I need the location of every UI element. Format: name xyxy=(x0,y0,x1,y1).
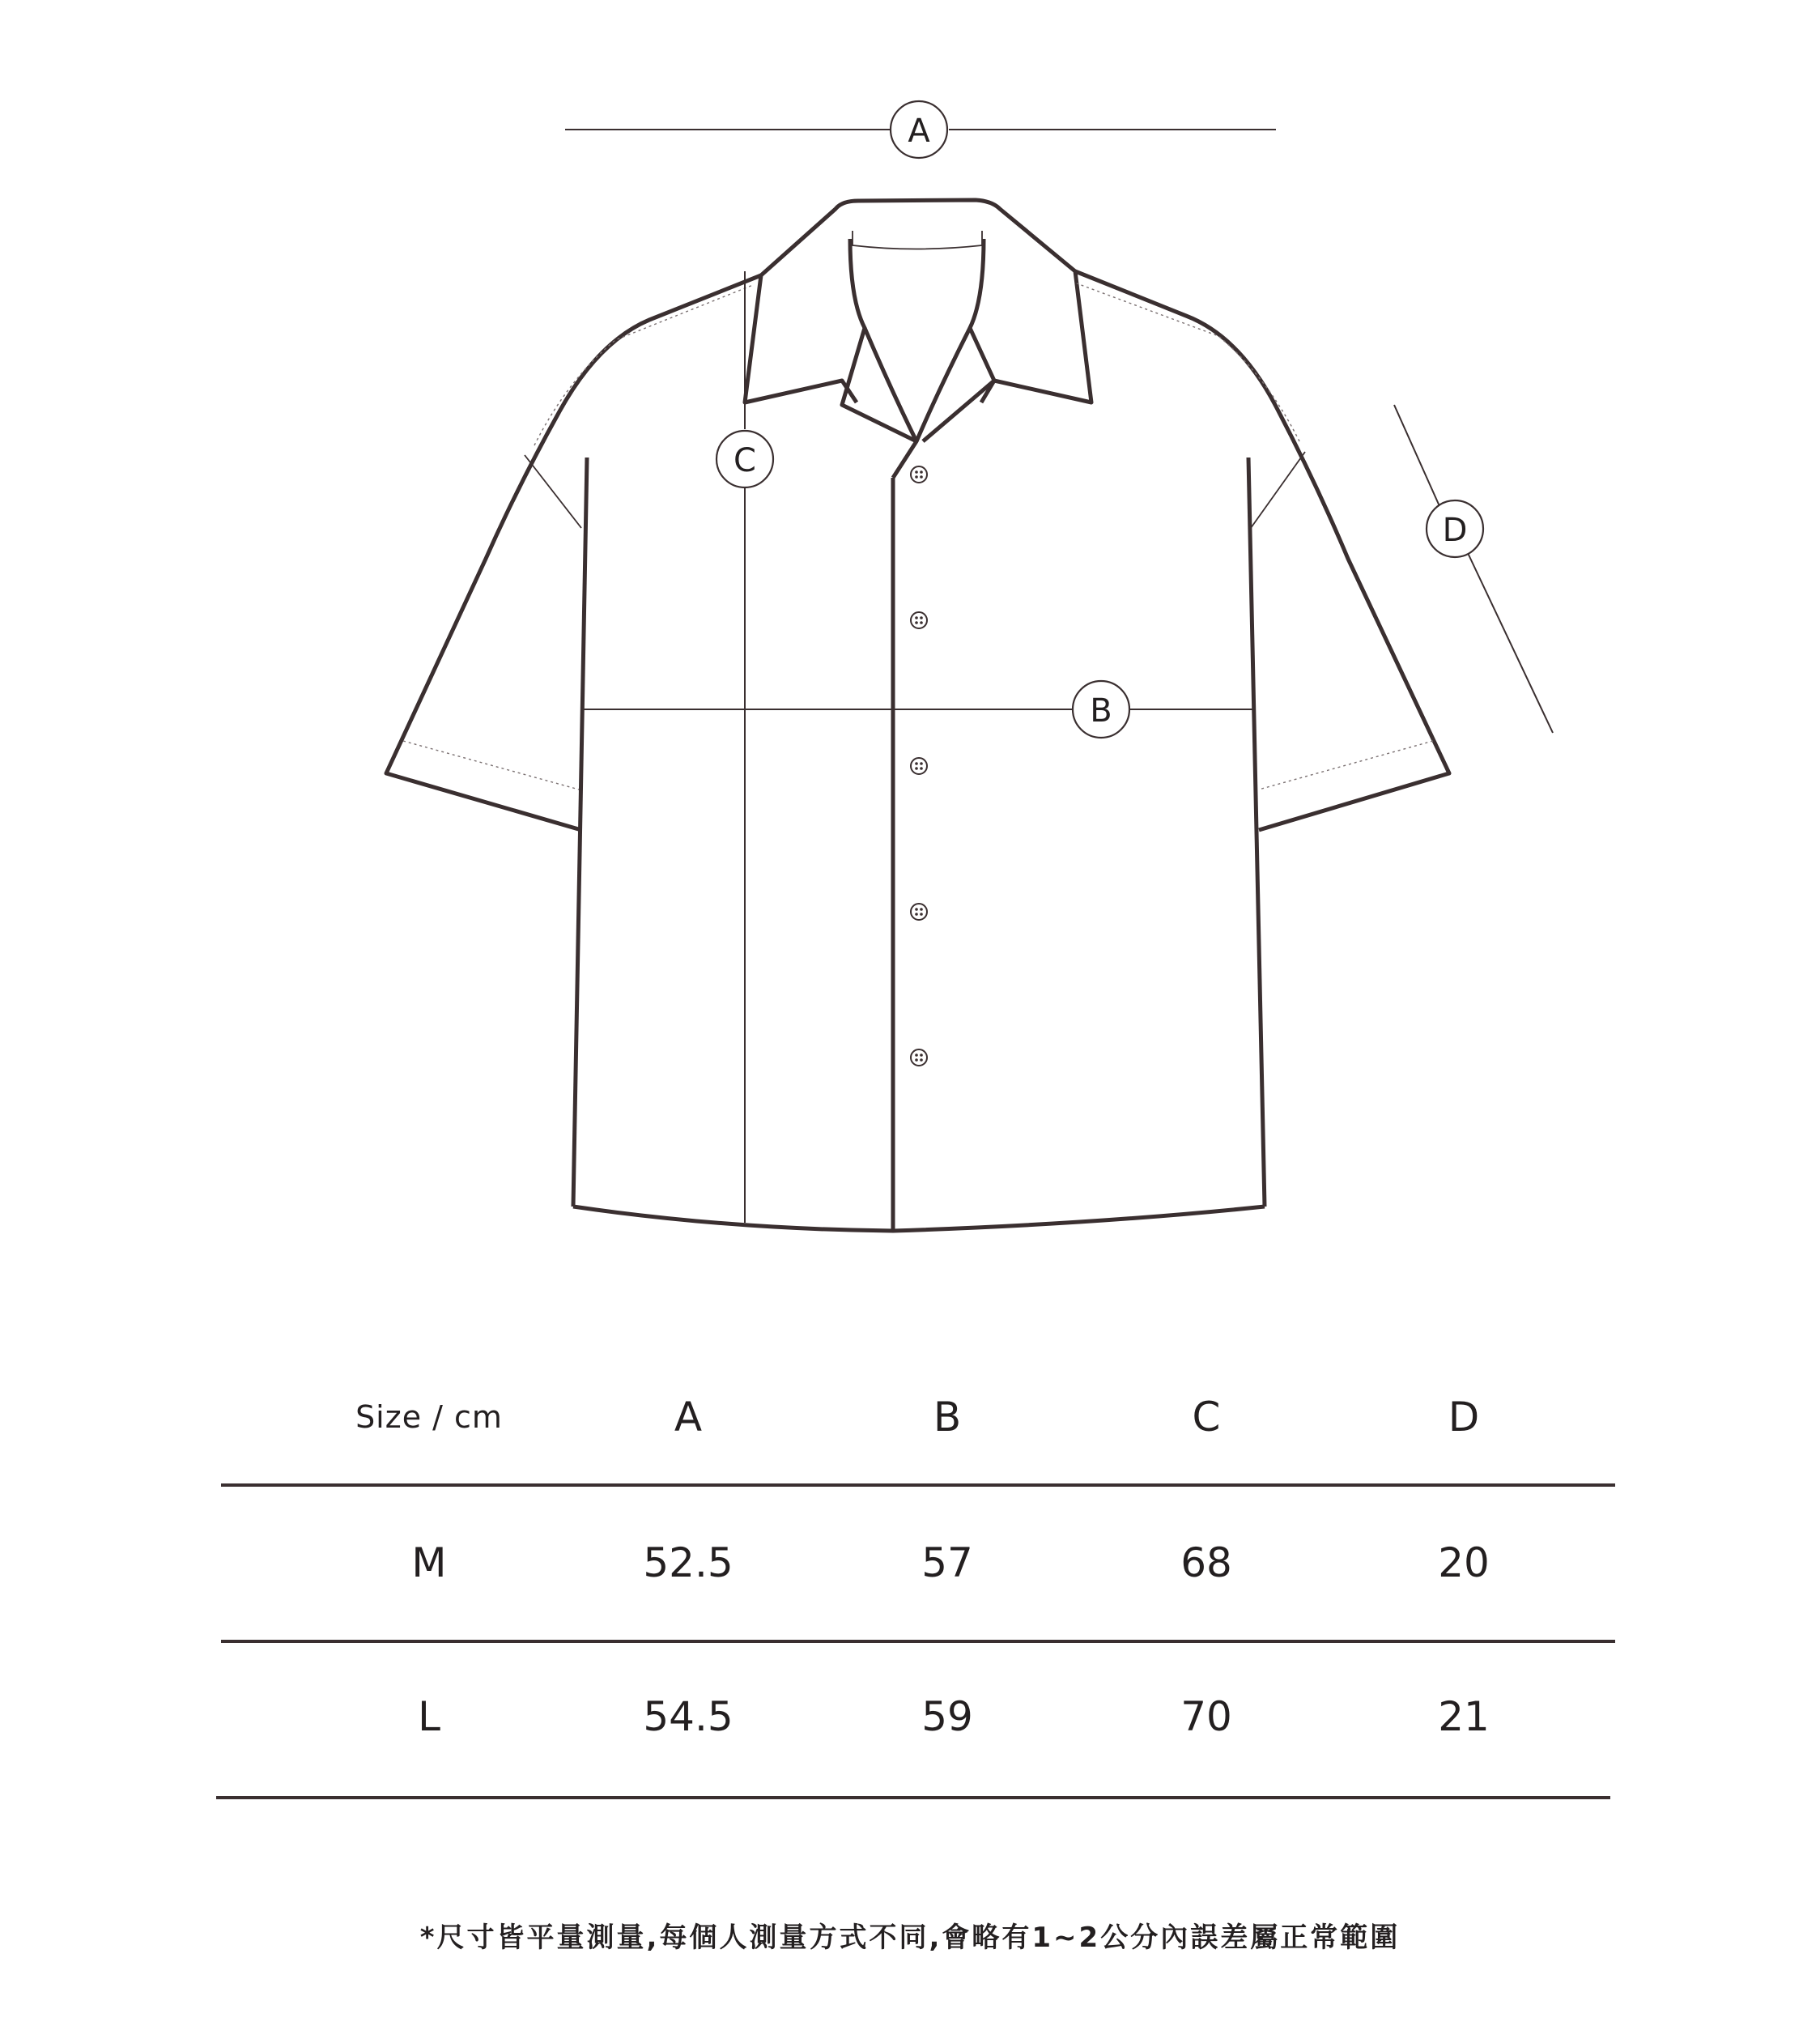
header-a: A xyxy=(674,1394,703,1441)
marker-b xyxy=(1073,681,1129,738)
marker-d-label: D xyxy=(1442,512,1468,549)
marker-a-label: A xyxy=(908,113,930,150)
header-size-unit: Size / cm xyxy=(355,1399,503,1435)
table-divider xyxy=(221,1640,1615,1643)
button xyxy=(911,466,927,483)
shirt-outline xyxy=(386,200,1449,1231)
cell-b: 59 xyxy=(921,1693,973,1740)
cell-b: 57 xyxy=(921,1539,973,1586)
button xyxy=(911,1049,927,1066)
table-row-m xyxy=(0,1514,1820,1611)
header-c: C xyxy=(1192,1394,1221,1441)
header-b: B xyxy=(933,1394,962,1441)
marker-c-label: C xyxy=(734,442,756,479)
table-header-row xyxy=(0,1368,1820,1466)
table-row-l xyxy=(0,1668,1820,1765)
cell-size: M xyxy=(411,1539,447,1586)
cell-a: 54.5 xyxy=(643,1693,734,1740)
cell-c: 68 xyxy=(1180,1539,1232,1586)
table-divider xyxy=(216,1796,1610,1799)
marker-c xyxy=(717,431,773,487)
cell-d: 20 xyxy=(1438,1539,1490,1586)
table-divider xyxy=(221,1483,1615,1487)
measurement-note: *尺寸皆平量測量,每個人測量方式不同,會略有1~2公分內誤差屬正常範圍 xyxy=(419,1922,1401,1954)
button xyxy=(911,904,927,920)
cell-d: 21 xyxy=(1438,1693,1490,1740)
shirt-buttons xyxy=(911,466,927,1066)
marker-a xyxy=(891,101,947,158)
button xyxy=(911,758,927,774)
cell-a: 52.5 xyxy=(643,1539,734,1586)
cell-size: L xyxy=(418,1693,440,1740)
marker-b-label: B xyxy=(1090,692,1112,730)
button xyxy=(911,612,927,628)
header-d: D xyxy=(1448,1394,1480,1441)
measure-d xyxy=(1394,405,1553,733)
cell-c: 70 xyxy=(1180,1693,1232,1740)
marker-d xyxy=(1427,500,1483,557)
